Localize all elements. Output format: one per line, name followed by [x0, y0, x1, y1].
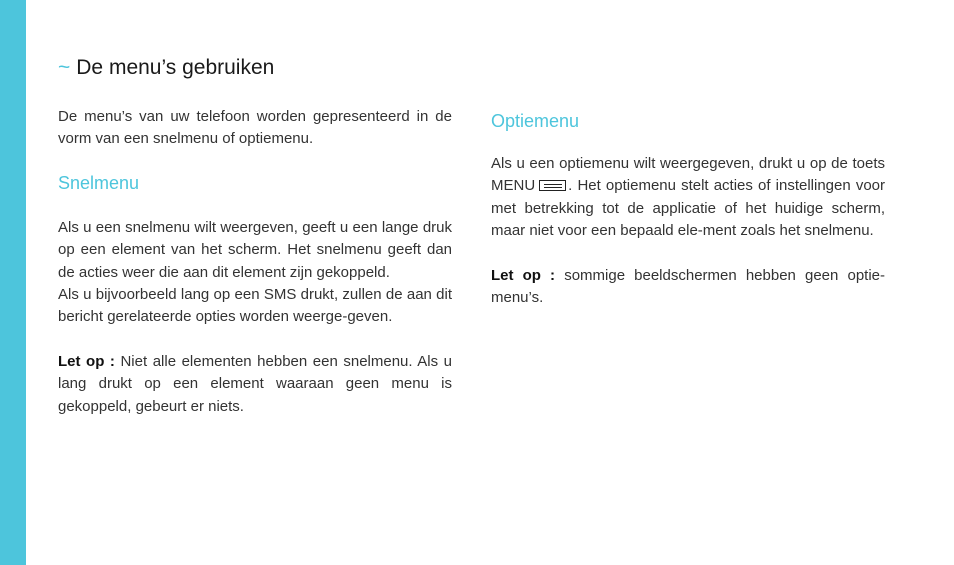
right-column [491, 106, 885, 309]
note-label: Let op : [58, 352, 115, 370]
menu-key-icon [539, 180, 566, 191]
optiemenu-text-after: . Het optiemenu stelt acties of instellingen voor met betrekking tot de applicatie of het huidige scherm, maar niet voor een bepaald ele-ment zoals het snelmenu. [491, 177, 885, 240]
title-tilde: ~ [58, 56, 71, 79]
snelmenu-paragraph-1: Als u een snelmenu wilt weergeven, geeft u een lange druk op een element van het scherm. Het snelmenu geeft dan de acties weer die aan dit element zijn gekoppeld. [58, 218, 452, 281]
optiemenu-heading: Optiemenu [491, 111, 580, 131]
optiemenu-note [491, 265, 885, 310]
page-title [58, 56, 274, 80]
note-text: sommige beeldschermen hebben geen optie-menu’s. [491, 266, 886, 307]
optiemenu-text-before: Als u een optiemenu wilt weergegeven, drukt u op de toets MENU [491, 155, 885, 195]
optiemenu-paragraph [491, 153, 885, 243]
note-text: Niet alle elementen hebben een snelmenu. Als u lang drukt op een element waaraan geen menu is gekoppeld, gebeurt er niets. [58, 352, 453, 415]
side-accent-bar [0, 0, 26, 565]
snelmenu-paragraph-2: Als u bijvoorbeeld lang op een SMS drukt, zullen de aan dit bericht gerelateerde opties worden weerge-geven. [58, 286, 452, 326]
title-text: De menu’s gebruiken [76, 56, 275, 79]
snelmenu-note [58, 351, 452, 418]
intro-paragraph: De menu’s van uw telefoon worden gepresenteerd in de vorm van een snelmenu of optiemenu. [58, 108, 452, 148]
left-column [58, 106, 452, 418]
note-label: Let op : [491, 266, 556, 284]
snelmenu-heading: Snelmenu [58, 172, 140, 193]
